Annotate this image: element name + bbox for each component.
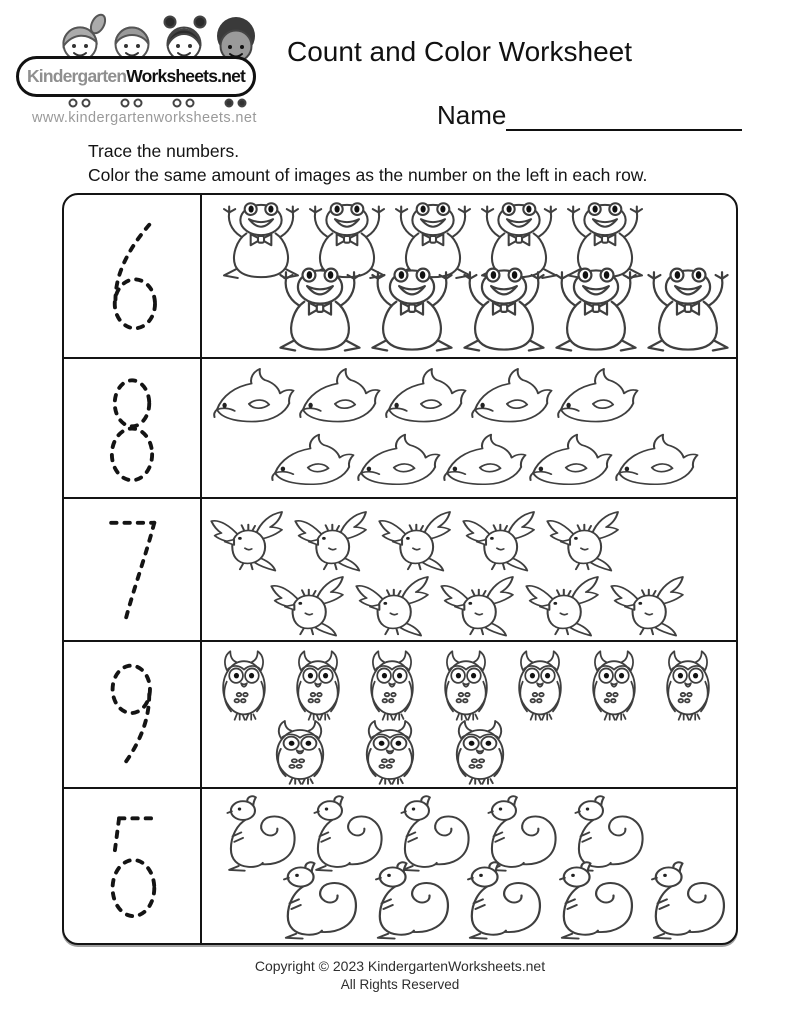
squirrel-image [366,861,458,941]
dolphin-image [442,430,528,496]
top-image-line [212,364,640,434]
bird-image [438,571,523,637]
dolphin-image [270,430,356,496]
bottom-image-line [268,571,693,637]
images-cell [202,195,736,357]
bird-image [376,506,460,572]
instruction-color: Color the same amount of images as the number on the left in each row. [88,165,648,185]
owl-image [578,646,650,722]
name-field [437,100,742,131]
owl-image [356,646,428,722]
bird-image [353,571,438,637]
number-cell [64,642,202,787]
frog-image [366,264,458,356]
owl-image [504,646,576,722]
dolphin-image [528,430,614,496]
squirrel-image [274,861,366,941]
bottom-image-line [260,716,520,786]
worksheet-row-owl [64,642,736,789]
dolphin-image [556,364,640,434]
name-blank-line [506,103,742,131]
bird-image [292,506,376,572]
top-image-line [208,646,724,722]
rights-text: All Rights Reserved [340,977,460,992]
traceable-number-5 [96,809,168,924]
logo-text-worksheets: Worksheets.net [126,66,246,86]
top-image-line [208,506,628,572]
bird-image [523,571,608,637]
traceable-number-9 [96,657,168,772]
traceable-number-8 [96,371,168,486]
page-title: Count and Color Worksheet [287,36,632,67]
logo-text-kindergarten: Kindergarten [26,66,127,86]
frog-image [642,264,734,356]
copyright-text: Copyright © 2023 KindergartenWorksheets.net [254,958,546,974]
worksheet-row-frog [64,195,736,359]
dolphin-image [614,430,700,496]
bird-image [208,506,292,572]
frog-image [458,264,550,356]
instruction-trace: Trace the numbers. [88,141,240,161]
dolphin-image [470,364,554,434]
bird-image [544,506,628,572]
traceable-number-6 [96,219,168,334]
worksheet-table [62,193,738,945]
images-cell [202,789,736,943]
worksheet-row-squirrel [64,789,736,943]
images-cell [202,359,736,497]
bottom-image-line [270,430,700,496]
bird-image [268,571,353,637]
number-cell [64,359,202,497]
squirrel-image [550,861,642,941]
squirrel-image [458,861,550,941]
bird-image [460,506,544,572]
website-url: www.kindergartenworksheets.net [32,110,257,126]
number-cell [64,195,202,357]
owl-image [440,716,520,786]
owl-image [208,646,280,722]
dolphin-image [298,364,382,434]
dolphin-image [356,430,442,496]
owl-image [282,646,354,722]
owl-image [350,716,430,786]
bottom-image-line [274,861,734,941]
images-cell [202,642,736,787]
number-cell [64,499,202,640]
worksheet-row-dolphin [64,359,736,499]
frog-image [274,264,366,356]
dolphin-image [384,364,468,434]
footer [0,956,800,994]
squirrel-image [642,861,734,941]
dolphin-image [212,364,296,434]
bottom-image-line [274,264,734,356]
frog-image [550,264,642,356]
owl-image [260,716,340,786]
traceable-number-7 [96,512,168,627]
logo-banner [16,56,256,97]
worksheet-row-bird [64,499,736,642]
bird-image [608,571,693,637]
images-cell [202,499,736,640]
number-cell [64,789,202,943]
owl-image [430,646,502,722]
owl-image [652,646,724,722]
name-label: Name [437,100,507,130]
